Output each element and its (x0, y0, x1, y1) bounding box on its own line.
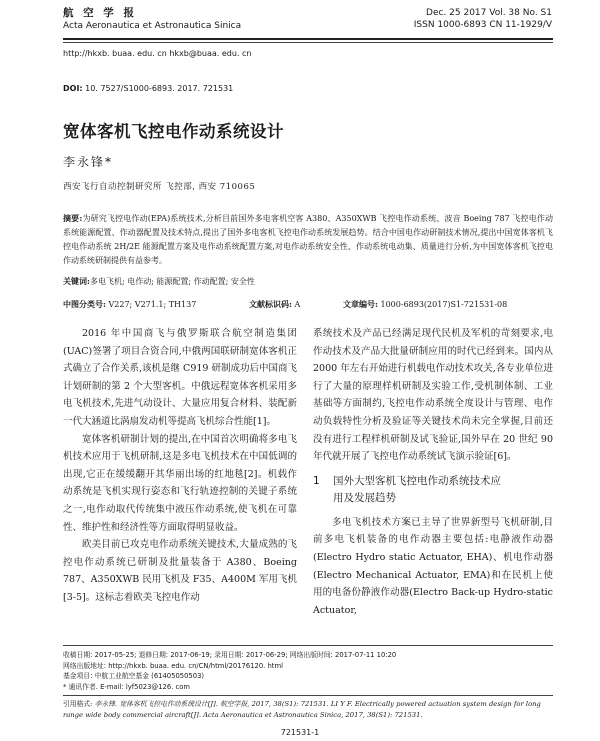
page-number: 721531-1 (280, 728, 320, 737)
clc-value: V227; V271.1; TH137 (108, 300, 197, 309)
paragraph: 2016 年中国商飞与俄罗斯联合航空制造集团(UAC)签署了项目合资合同,中俄两国联研制宽体客机正式确立了合作关系,该机是继 C919 研制成功后中国商飞计划研制的第 2 个大型客机。中俄远程宽体客机采用多电飞机技术,先进气动设计、大量应用复合材料、装配新一代大涵道比涡扇发动机等提高飞机综合性能[1]。 (63, 328, 297, 427)
citation-rule (63, 695, 553, 696)
article-affiliation: 西安飞行自动控制研究所 飞控部, 西安 710065 (63, 182, 256, 192)
journal-name-en: Acta Aeronautica et Astronautica Sinica (63, 21, 242, 31)
doi-label: DOI: (63, 84, 83, 93)
journal-issue-info (414, 7, 552, 31)
citation-text: 李永锋. 宽体客机飞控电作动系统设计[J]. 航空学报, 2017, 38(S1): 721531. LI Y F. Electrically powered actuation system design for long range wide body commercial aircraft[J]. Acta Aeronautica et Astronautica Sinica, 2017, 38(S1): 721531. (63, 700, 541, 719)
doi (63, 84, 233, 93)
section-title-line1: 国外大型客机飞控电作动系统技术应 (333, 474, 501, 487)
footnote-rule (63, 645, 553, 646)
article-number-value: 1000-6893(2017)S1-721531-08 (380, 300, 508, 309)
paragraph: 系统技术及产品已经满足现代民机及军机的苛刻要求,电作动技术及产品大批量研制应用的时代已经到来。国内从 2000 年左右开始进行机载电作动技术攻关,各专业单位进行了大量的原理样机研制及实验工作,受机制体制、工业基础等方面制约,飞控电作动系统全度设计与管理、电作动负载特性分析及验证等关键技术尚未完全掌握,目前还没有进行工程样机研制及试飞验证,国外早在 20 世纪 90 年代就开展了飞控电作动系统试飞演示验证[6]。 (313, 328, 553, 463)
paragraph: 宽体客机研制计划的提出,在中国首次明确将多电飞机技术应用于飞机研制,这是多电飞机技术在中国低调的出现,它正在缓缓翻开其华丽出场的红地毯[2]。机载作动系统是飞机实现行姿态和飞行轨迹控制的关键子系统之一,电作动取代传统集中液压作动系统,使飞机在可靠性、维护性和经济性等方面取得明显收益。 (63, 433, 297, 533)
header-rule-thin (63, 42, 553, 43)
citation-label: 引用格式: (63, 700, 93, 708)
journal-name-cn: 航 空 学 报 (63, 7, 137, 19)
paragraph: 欧美目前已攻克电作动系统关键技术,大量成熟的飞控电作动系统已研制及批量装备于 A380、Boeing 787、A350XWB 民用飞机及 F35、A400M 军用飞机[3-5]。这标志着欧美飞控电作动 (63, 539, 297, 603)
clc-label: 中图分类号: (63, 299, 106, 309)
keywords-text: 多电飞机; 电作动; 能源配置; 作动配置; 安全性 (89, 277, 255, 286)
doi-value[interactable]: 10. 7527/S1000-6893. 2017. 721531 (85, 84, 234, 93)
doc-code-value: A (294, 300, 301, 309)
paragraph: 多电飞机技术方案已主导了世界新型号飞机研制,目前多电飞机装备的电作动器主要包括:电静液作动器(Electro Hydro static Actuator, EHA)、机电作动器(Electro Mechanical Actuator, EMA)和在民机上使用的电备份静液作动器(Electro Back-up Hydro-static Actuator, (313, 516, 553, 616)
header-rule-thick (63, 38, 553, 40)
doc-code-label: 文献标识码: (249, 299, 292, 309)
section-heading (313, 473, 553, 507)
abstract-text: 为研究飞控电作动(EPA)系统技术,分析目前国外多电客机空客 A380、A350XWB 飞控电作动系统、波音 Boeing 787 飞控电作动系统能源配置、作动器配置及技术特点,提出了国外多电客机飞控电作动系统发展趋势。结合中国电作动研制技术情况,提出中国宽体客机飞控电作动系统 2H/2E 能源配置方案及电作动系统配置方案,对电作动系统安全性、作动系统电动集、质量进行分析,为中国宽体客机飞控电作动系统研制提供有益参考。 (63, 214, 554, 265)
journal-header (63, 7, 241, 32)
keywords-label: 关键词: (63, 276, 90, 286)
section-number: 1 (313, 474, 320, 487)
footnote-corresponding: * 通讯作者. E-mail: lyf5023@126. com (63, 682, 191, 691)
issn-cn: ISSN 1000-6893 CN 11-1929/V (413, 20, 552, 30)
abstract-label: 摘要: (63, 213, 83, 223)
body-column-right (313, 325, 553, 619)
journal-url[interactable]: http://hkxb. buaa. edu. cn hkxb@buaa. edu. cn (63, 49, 252, 58)
issue-date-volume: Dec. 25 2017 Vol. 38 No. S1 (426, 8, 552, 18)
article-title: 宽体客机飞控电作动系统设计 (63, 122, 284, 141)
footnote-dates: 收稿日期: 2017-05-25; 退修日期: 2017-06-19; 录用日期: 2017-06-29; 网络出版时间: 2017-07-11 10:20 (63, 651, 397, 659)
abstract (63, 211, 553, 268)
section-title-line2: 用及发展趋势 (333, 491, 396, 504)
article-author: 李永锋* (63, 155, 114, 169)
footnote-online-url[interactable]: 网络出版地址: http://hkxb. buaa. edu. cn/CN/html/20176120. html (63, 661, 283, 670)
footnote-funding: 基金项目: 中航工业航空基金 (61405050503) (63, 672, 205, 680)
citation (63, 699, 553, 720)
footnotes (63, 650, 396, 692)
body-column-left (63, 325, 297, 607)
keywords (63, 276, 255, 287)
article-number-label: 文章编号: (343, 299, 378, 309)
